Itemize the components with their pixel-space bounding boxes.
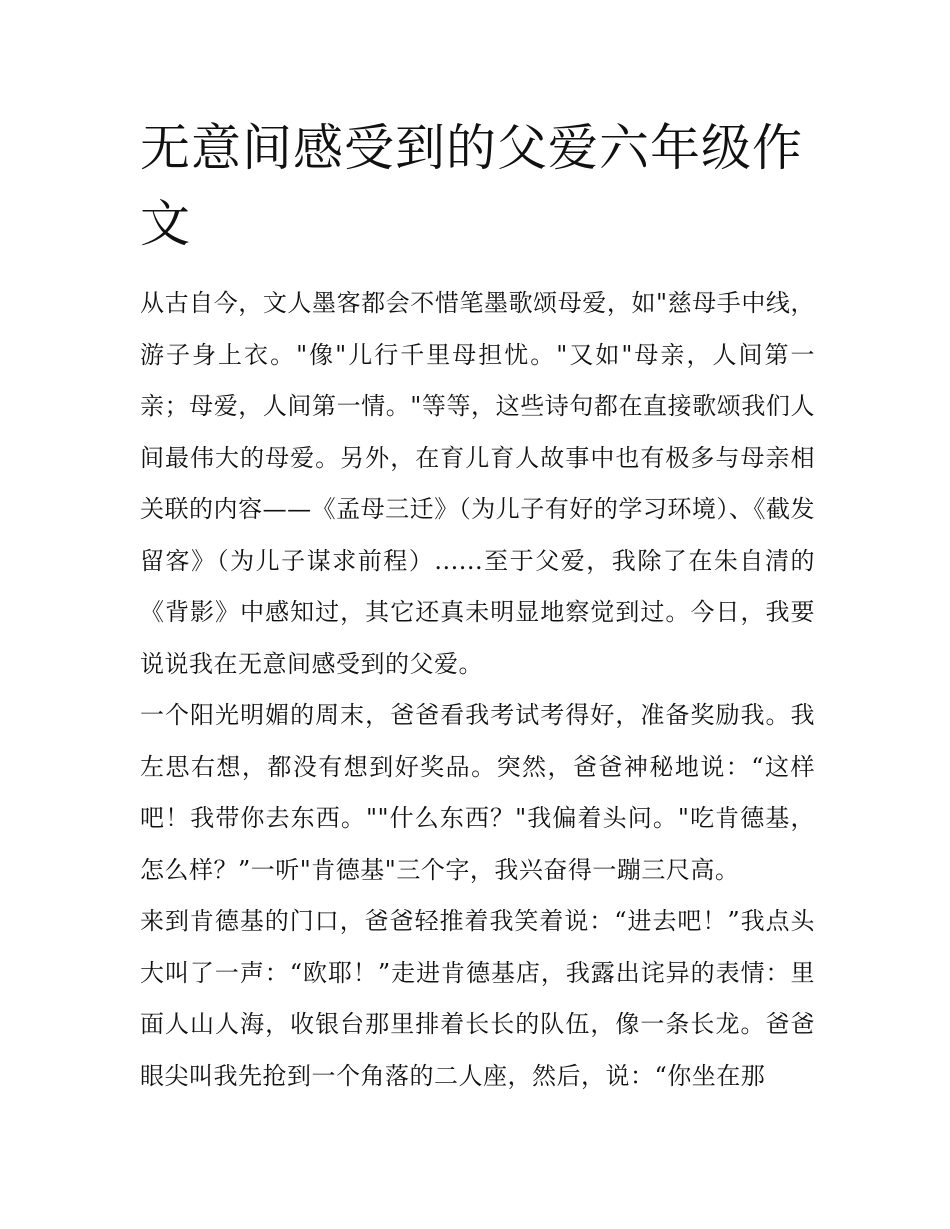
paragraph-weekend: 一个阳光明媚的周末，爸爸看我考试考得好，准备奖励我。我左思右想，都没有想到好奖品。突然，爸爸神秘地说：“这样吧！我带你去东西。""什么东西？"我偏着头问。"吃肯德基，怎么样？”一听"肯德基"三个字，我兴奋得一蹦三尺高。 — [140, 701, 815, 884]
document-page — [140, 110, 815, 1102]
paragraph-kfc: 来到肯德基的门口，爸爸轻推着我笑着说：“进去吧！”我点头大叫了一声：“欧耶！”走进肯德基店，我露出诧异的表情：里面人山人海，收银台那里排着长长的队伍，像一条长龙。爸爸眼尖叫我先抢到一个角落的二人座，然后，说：“你坐在那 — [140, 907, 815, 1090]
paragraph-intro: 从古自今，文人墨客都会不惜笔墨歌颂母爱，如"慈母手中线，游子身上衣。"像"儿行千里母担忧。"又如"母亲，人间第一亲；母爱，人间第一情。"等等，这些诗句都在直接歌颂我们人间最伟大的母爱。另外，在育儿育人故事中也有极多与母亲相关联的内容——《孟母三迁》（为儿子有好的学习环境）、《截发留客》（为儿子谋求前程）......至于父爱，我除了在朱自清的《背影》中感知过，其它还真未明显地察觉到过。今日，我要说说我在无意间感受到的父爱。 — [140, 289, 815, 678]
document-title: 无意间感受到的父爱六年级作文 — [140, 119, 803, 253]
document-body — [140, 278, 815, 1102]
